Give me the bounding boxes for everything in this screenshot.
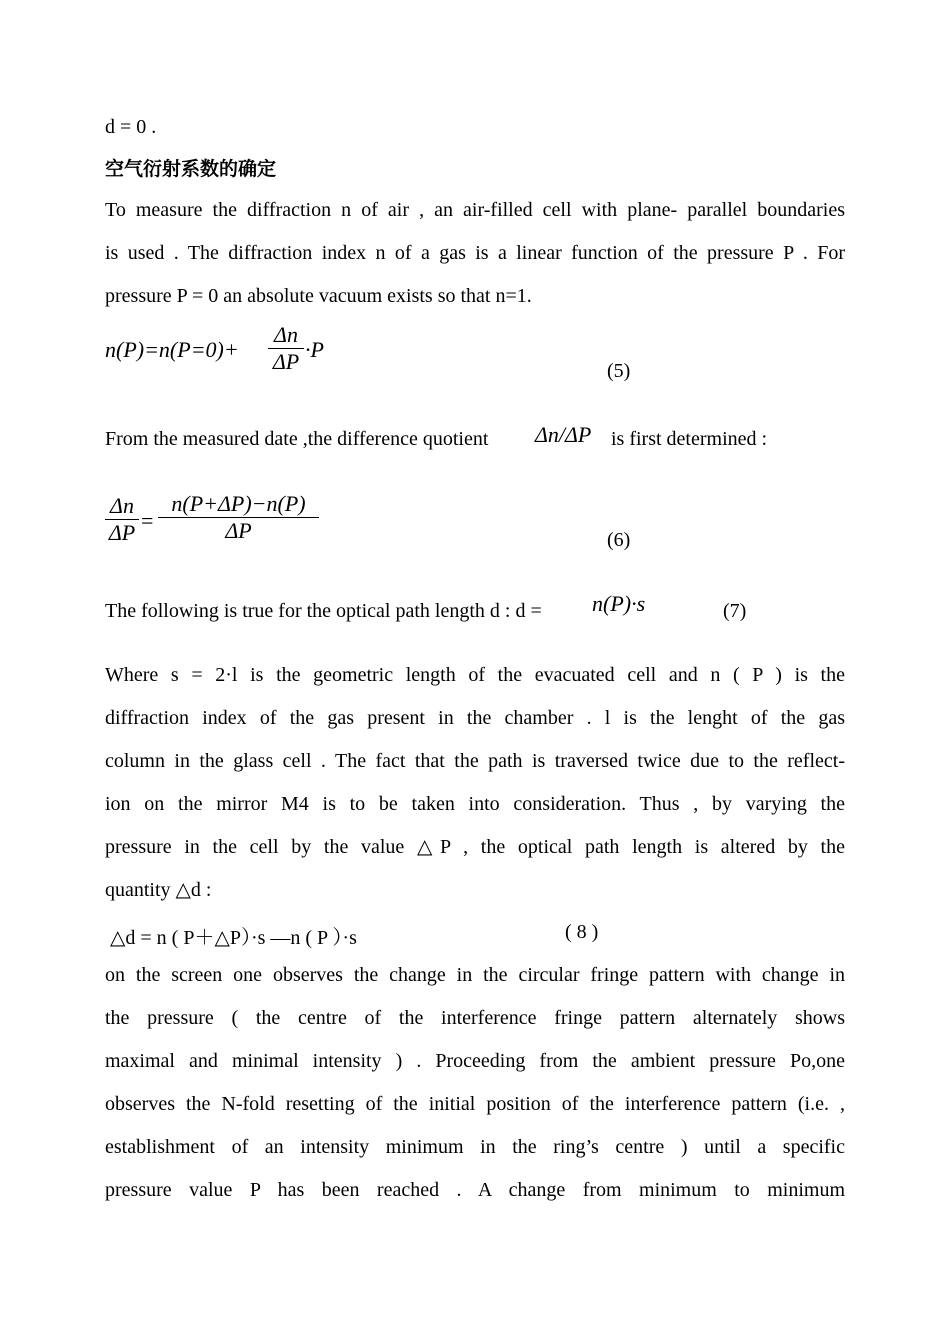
paragraph-line: the pressure ( the centre of the interference fringe pattern alternately shows xyxy=(105,1007,845,1029)
line-d-equals-zero: d = 0 . xyxy=(105,116,157,138)
paragraph-line: pressure in the cell by the value △P , the optical path length is altered by the xyxy=(105,836,845,858)
eq5-tail: ·P xyxy=(305,337,324,362)
eq6-right-denominator: ΔP xyxy=(225,518,252,543)
paragraph-line: To measure the diffraction n of air , an air-filled cell with plane- parallel boundaries xyxy=(105,199,845,221)
paragraph-line: ion on the mirror M4 is to be taken into consideration. Thus , by varying the xyxy=(105,793,845,815)
paragraph-line: observes the N-fold resetting of the initial position of the interference pattern (i.e. , xyxy=(105,1093,845,1115)
eq6-equals: = xyxy=(141,508,154,533)
paragraph-line: column in the glass cell . The fact that the path is traversed twice due to the reflect- xyxy=(105,750,845,772)
eq5-number: (5) xyxy=(607,360,631,382)
paragraph-line: pressure value P has been reached . A change from minimum to minimum xyxy=(105,1179,845,1201)
paragraph-line: is first determined : xyxy=(611,428,768,450)
paragraph-line: on the screen one observes the change in the circular fringe pattern with change in xyxy=(105,964,845,986)
eq8-number: ( 8 ) xyxy=(565,921,599,943)
paragraph-line: diffraction index of the gas present in the chamber . l is the lenght of the gas xyxy=(105,707,845,729)
paragraph-line: quantity △d : xyxy=(105,879,212,901)
eq5-denominator: ΔP xyxy=(272,349,300,374)
eq6-number: (6) xyxy=(607,529,631,551)
eq6-left-fraction xyxy=(105,493,139,546)
eq6-left-numerator: Δn xyxy=(110,493,134,518)
paragraph-line: is used . The diffraction index n of a gas is a linear function of the pressure P . For xyxy=(105,242,845,264)
paragraph-line: establishment of an intensity minimum in the ring’s centre ) until a specific xyxy=(105,1136,845,1158)
eq6-right-numerator: n(P+ΔP)−n(P) xyxy=(171,491,306,516)
paragraph-line: Where s = 2·l is the geometric length of the evacuated cell and n ( P ) is the xyxy=(105,664,845,686)
eq7-number: (7) xyxy=(723,600,747,622)
paragraph-line: maximal and minimal intensity ) . Proceeding from the ambient pressure Po,one xyxy=(105,1050,845,1072)
eq5-numerator: Δn xyxy=(274,322,298,347)
paragraph-line: pressure P = 0 an absolute vacuum exists so that n=1. xyxy=(105,285,532,307)
eq7-expression: n(P)·s xyxy=(592,591,646,616)
eq5-fraction xyxy=(268,322,304,375)
paragraph-line: From the measured date ,the difference quotient xyxy=(105,428,489,450)
eq6-right-fraction xyxy=(158,491,319,544)
section-heading: 空气衍射系数的确定 xyxy=(105,158,277,180)
inline-quotient: Δn/ΔP xyxy=(535,422,592,447)
eq5-lhs: n(P)=n(P=0)+ xyxy=(105,337,239,362)
eq6-left-denominator: ΔP xyxy=(108,520,136,545)
equation-8: △d = n ( P＋△P）·s —n ( P ）·s xyxy=(110,927,357,949)
paragraph-line: The following is true for the optical path length d : d = xyxy=(105,600,542,622)
